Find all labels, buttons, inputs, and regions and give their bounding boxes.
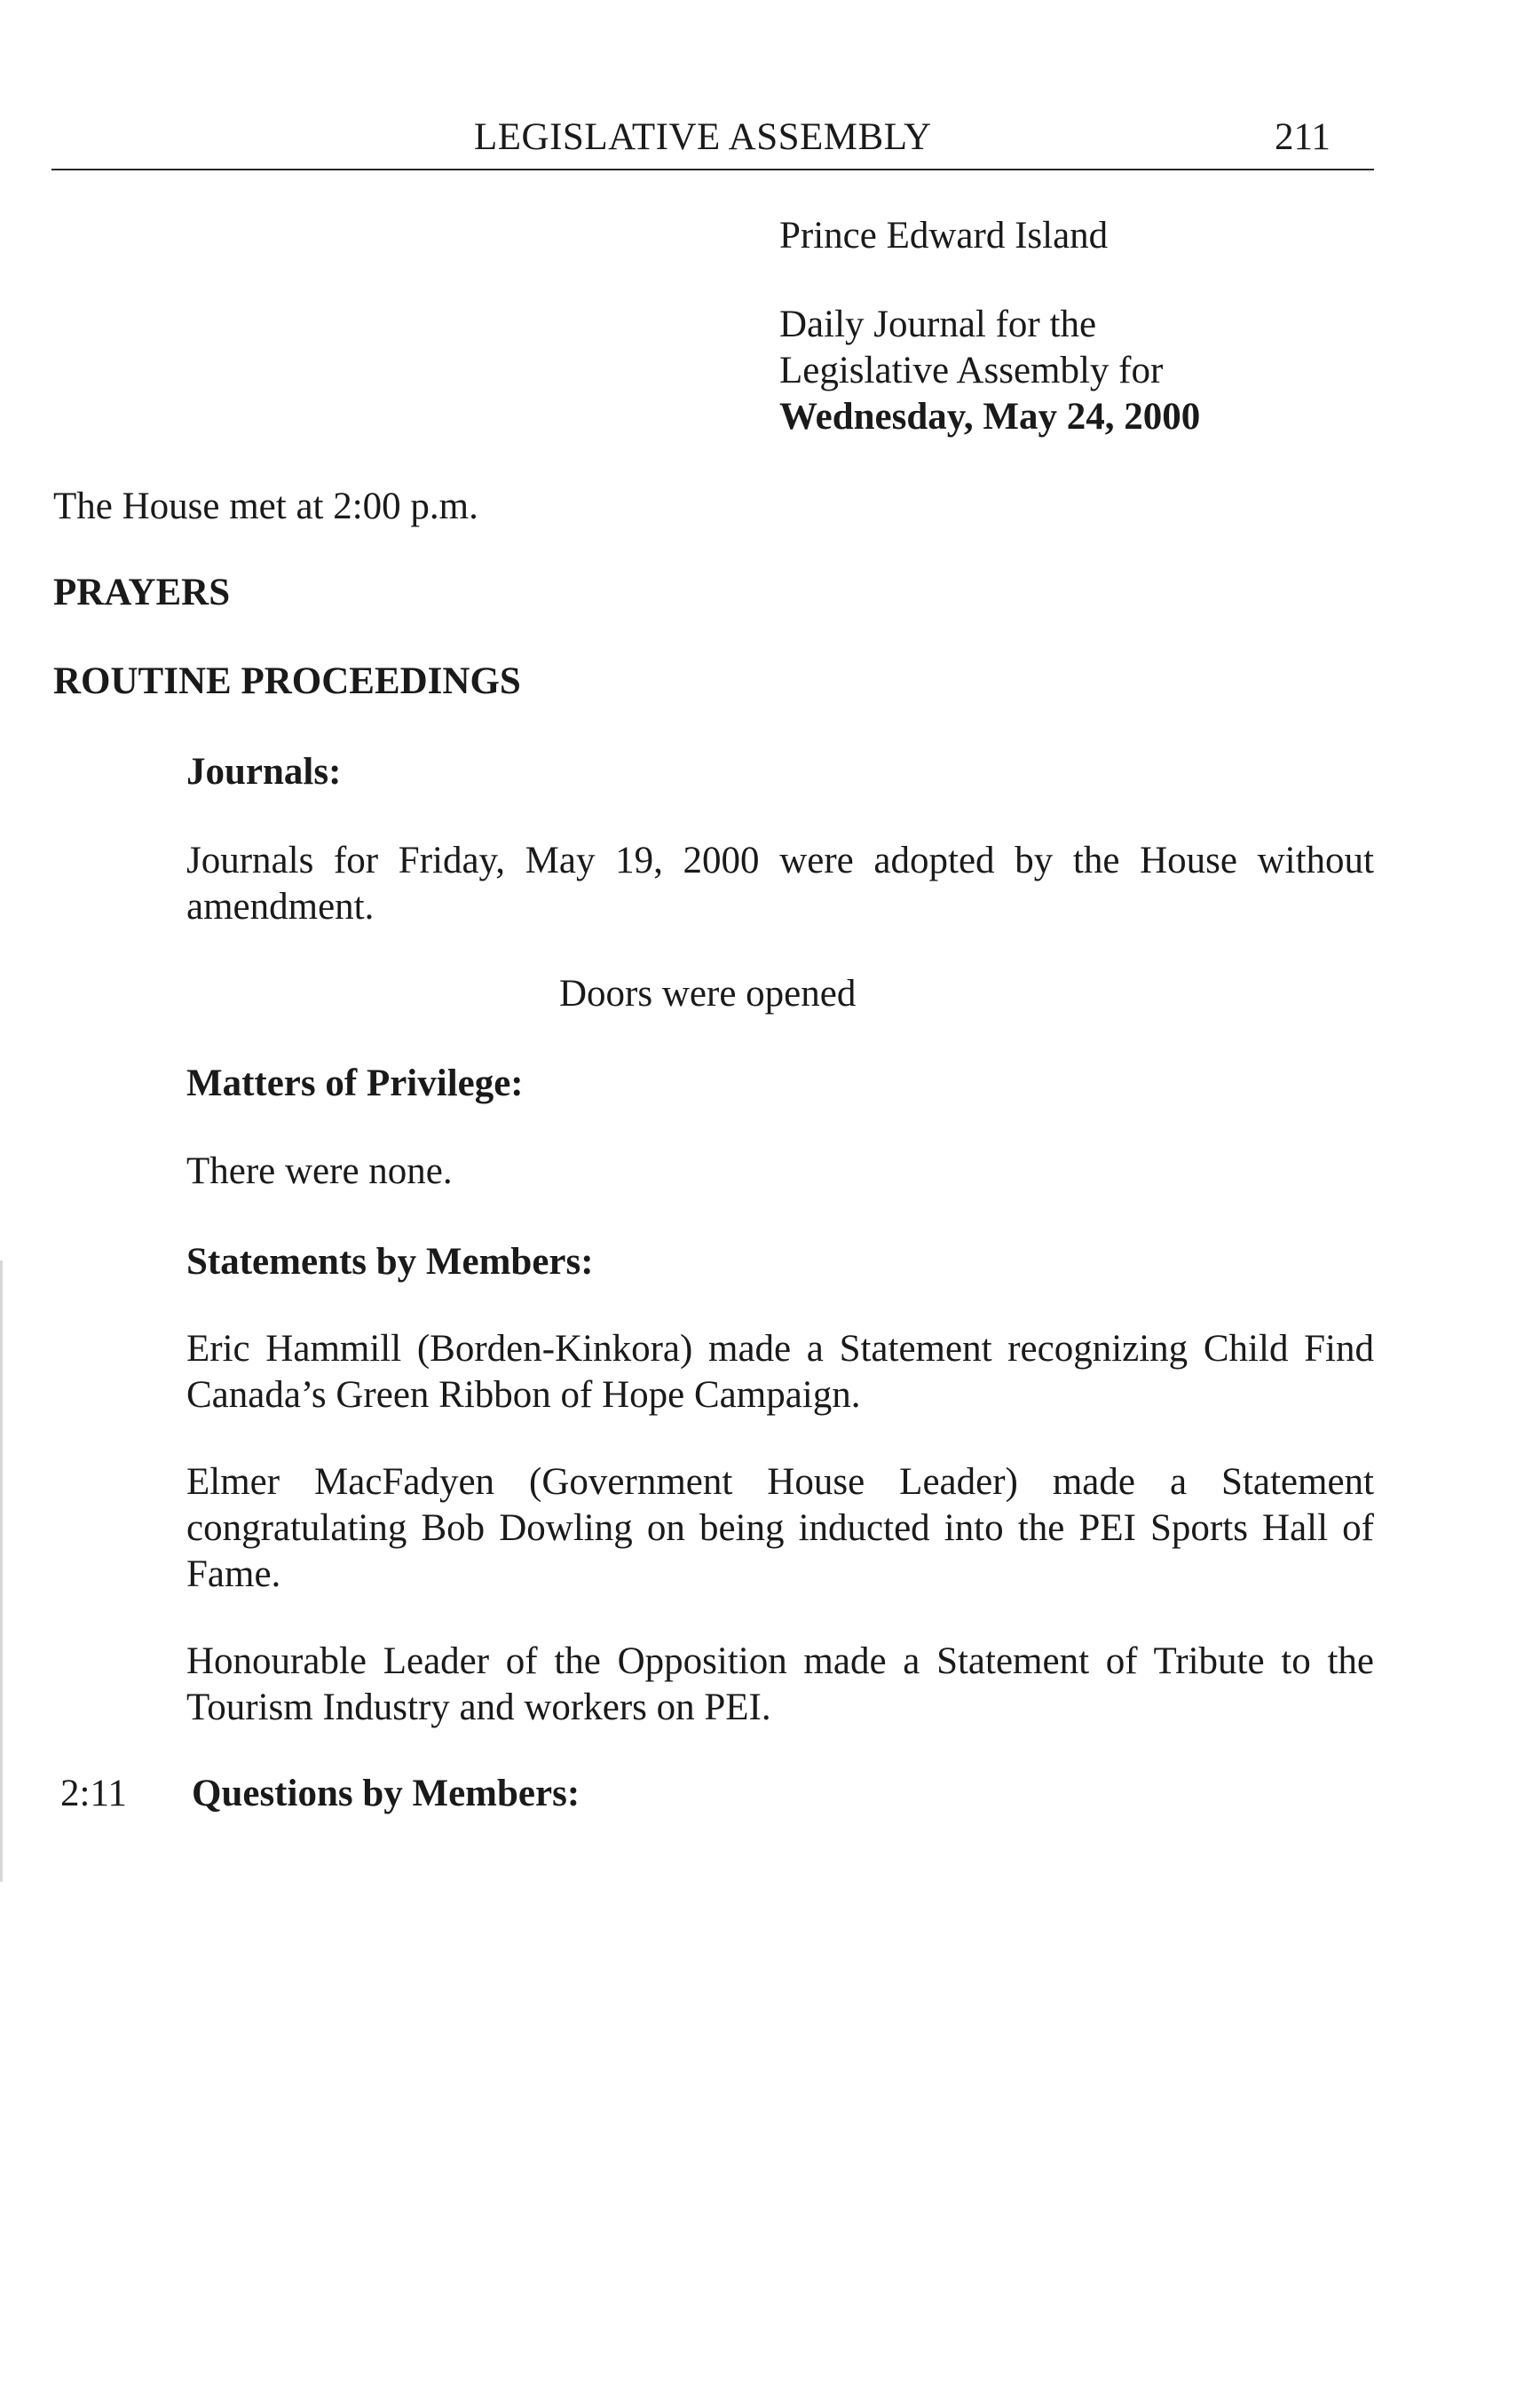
statement-item: Honourable Leader of the Opposition made a Statement of Tribute to the Tourism Industry and workers on PEI. — [186, 1640, 1374, 1728]
privilege-heading: Matters of Privilege: — [186, 1063, 524, 1104]
doors-opened-note: Doors were opened — [559, 973, 857, 1015]
routine-proceedings-heading: ROUTINE PROCEEDINGS — [53, 660, 521, 702]
province-name: Prince Edward Island — [779, 215, 1109, 257]
questions-time: 2:11 — [60, 1773, 127, 1814]
statement-item: Eric Hammill (Borden-Kinkora) made a Statement recognizing Child Find Canada’s Green Ribbon of Hope Campaign. — [186, 1328, 1374, 1416]
opening-line: The House met at 2:00 p.m. — [53, 486, 478, 527]
journal-line-1: Daily Journal for the — [779, 304, 1097, 345]
statements-heading: Statements by Members: — [186, 1241, 594, 1283]
scan-edge-line — [0, 1260, 3, 1882]
header-rule — [51, 169, 1374, 170]
page-number: 211 — [1275, 116, 1331, 158]
journal-line-2: Legislative Assembly for — [779, 350, 1164, 391]
journals-heading: Journals: — [186, 751, 342, 793]
header-title: LEGISLATIVE ASSEMBLY — [474, 116, 932, 158]
questions-heading: Questions by Members: — [192, 1773, 580, 1814]
statement-item: Elmer MacFadyen (Government House Leader) made a Statement congratulating Bob Dowling on being inducted into the PEI Sports Hall of Fame. — [186, 1461, 1374, 1595]
privilege-text: There were none. — [186, 1150, 453, 1192]
journals-text: Journals for Friday, May 19, 2000 were adopted by the House without amendment. — [186, 840, 1374, 928]
journal-date: Wednesday, May 24, 2000 — [779, 396, 1201, 438]
prayers-heading: PRAYERS — [53, 572, 231, 613]
